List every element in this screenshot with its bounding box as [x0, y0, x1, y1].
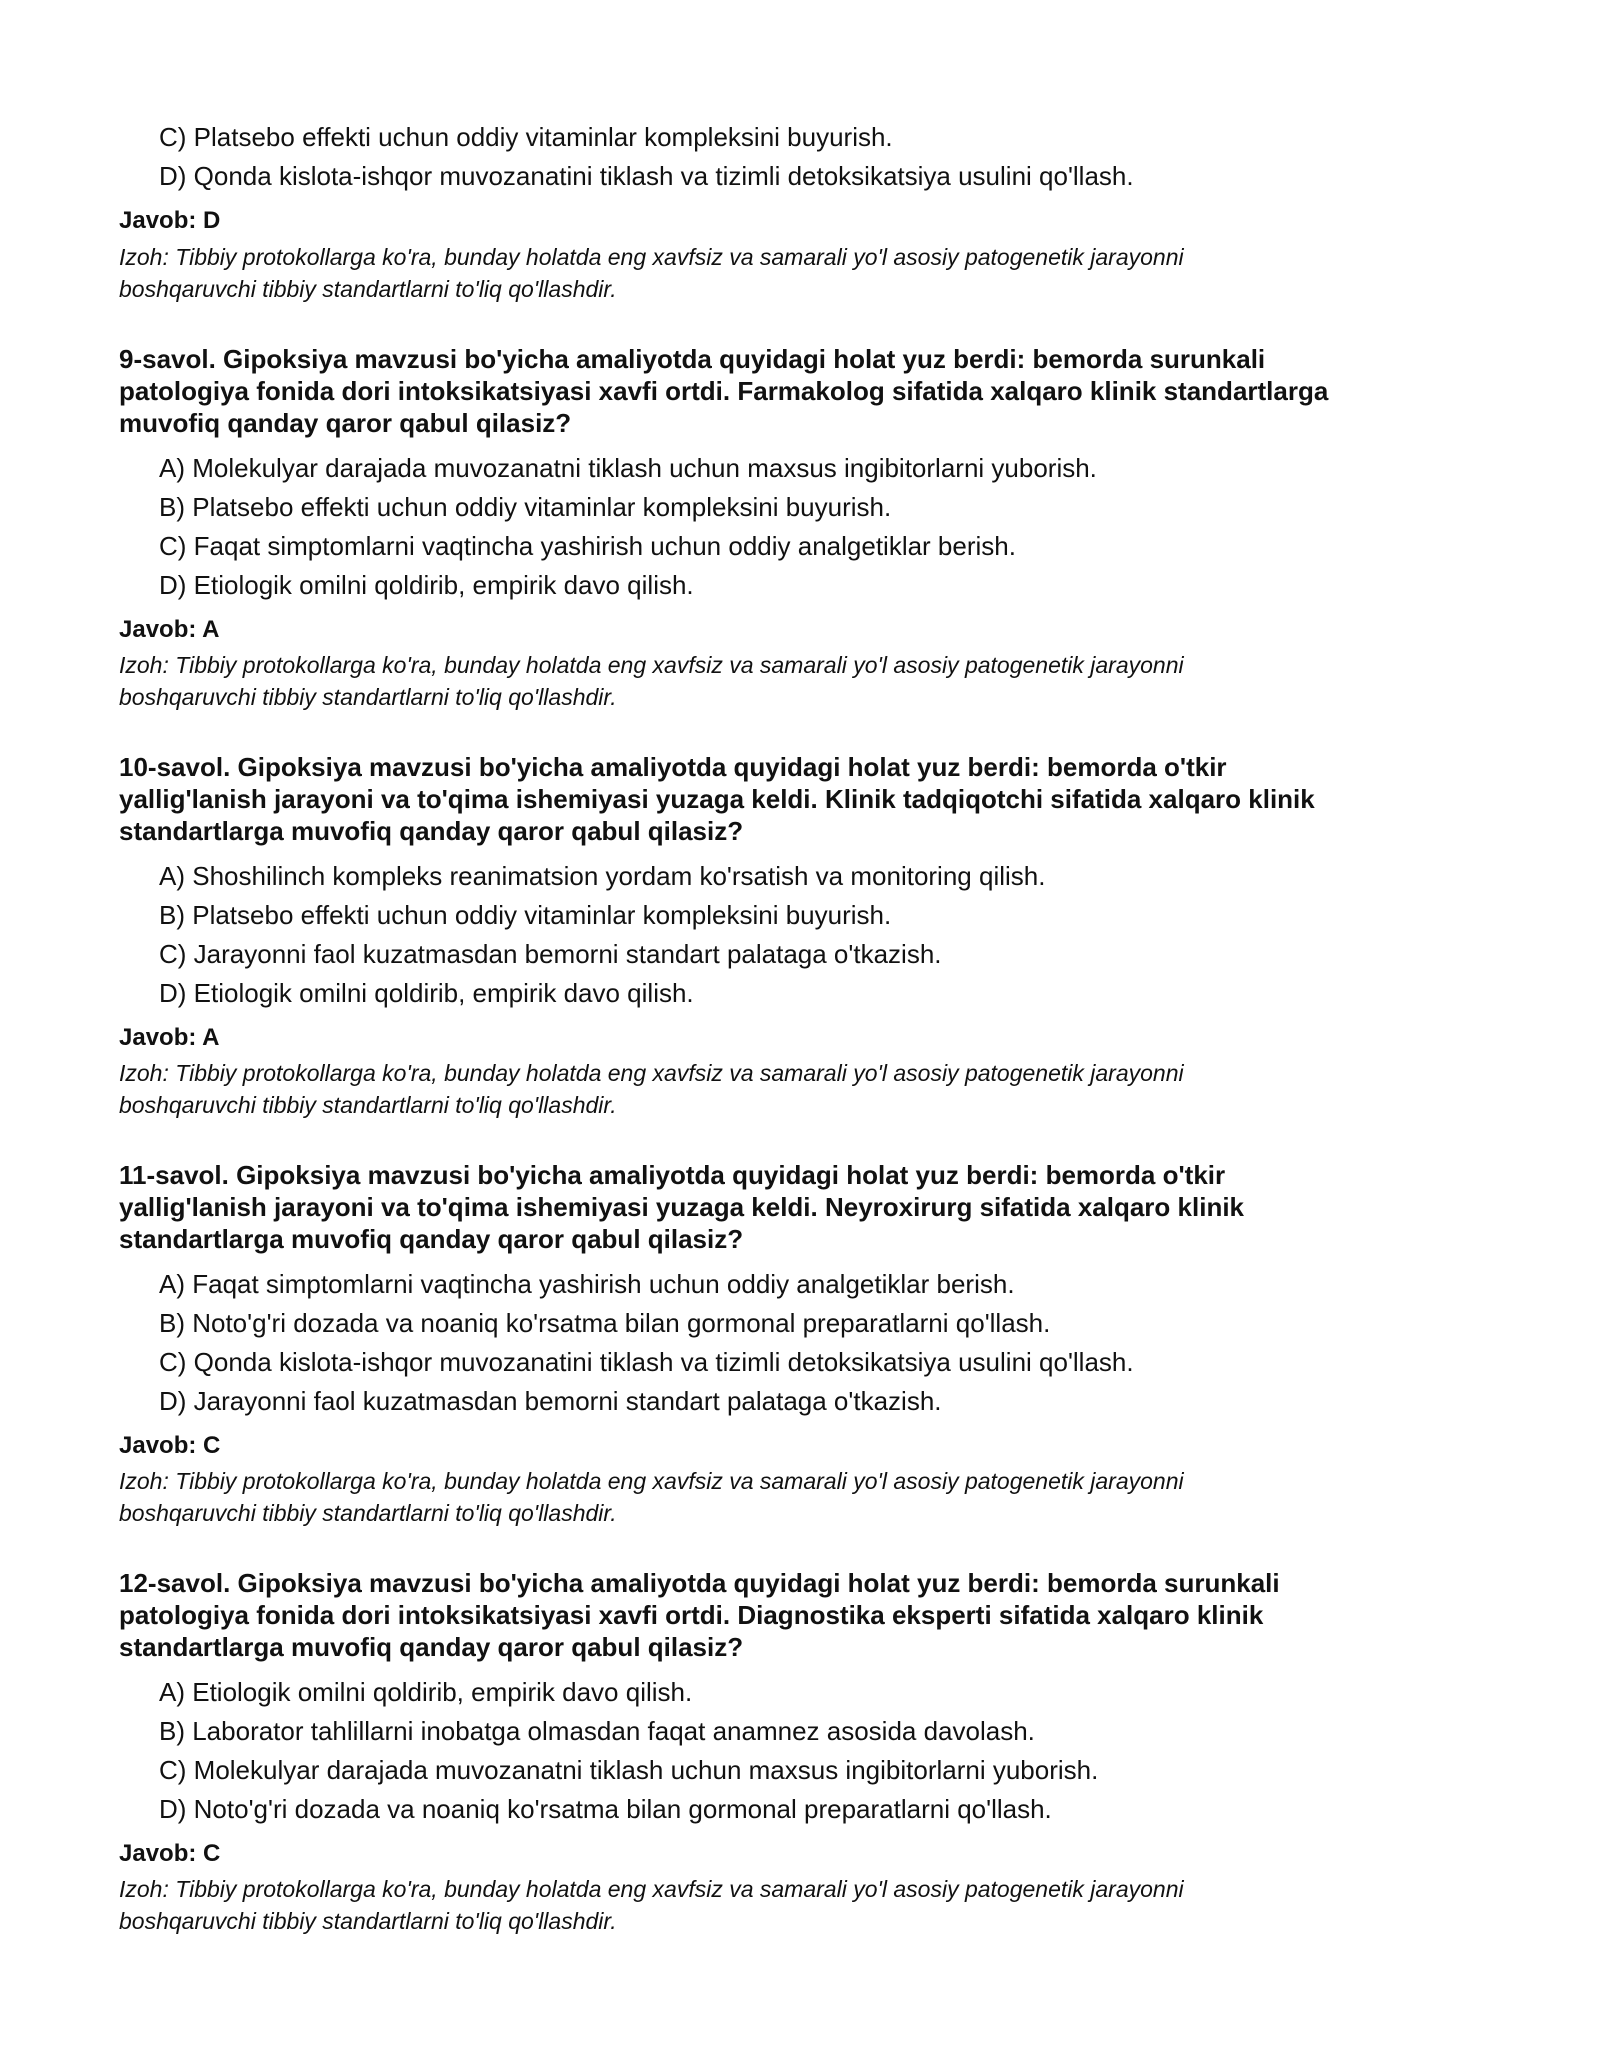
- option-c: C) Faqat simptomlarni vaqtincha yashirish uchun oddiy analgetiklar berish.: [159, 531, 1016, 561]
- note-line: Izoh: Tibbiy protokollarga ko'ra, bunday holatda eng xavfsiz va samarali yo'l asosiy patogenetik jarayonni: [119, 652, 1184, 678]
- option-a: A) Shoshilinch kompleks reanimatsion yordam ko'rsatish va monitoring qilish.: [159, 861, 1046, 891]
- option-c: C) Jarayonni faol kuzatmasdan bemorni standart palataga o'tkazish.: [159, 939, 942, 969]
- option-d: D) Noto'g'ri dozada va noaniq ko'rsatma bilan gormonal preparatlarni qo'llash.: [159, 1794, 1052, 1824]
- option-d: D) Jarayonni faol kuzatmasdan bemorni standart palataga o'tkazish.: [159, 1386, 942, 1416]
- note-line: Izoh: Tibbiy protokollarga ko'ra, bunday holatda eng xavfsiz va samarali yo'l asosiy patogenetik jarayonni: [119, 244, 1184, 270]
- question-line: yallig'lanish jarayoni va to'qima ishemiyasi yuzaga keldi. Klinik tadqiqotchi sifatida xalqaro klinik: [119, 784, 1315, 814]
- option-b: B) Laborator tahlillarni inobatga olmasdan faqat anamnez asosida davolash.: [159, 1716, 1035, 1746]
- explanation-note: [119, 649, 1519, 713]
- explanation-note: [119, 1465, 1519, 1529]
- option-c: C) Molekulyar darajada muvozanatni tiklash uchun maxsus ingibitorlarni yuborish.: [159, 1755, 1099, 1785]
- option-a: A) Molekulyar darajada muvozanatni tiklash uchun maxsus ingibitorlarni yuborish.: [159, 453, 1097, 483]
- option-a: A) Faqat simptomlarni vaqtincha yashirish uchun oddiy analgetiklar berish.: [159, 1269, 1015, 1299]
- explanation-note: [119, 241, 1519, 305]
- question-line: standartlarga muvofiq qanday qaror qabul qilasiz?: [119, 1632, 744, 1662]
- question-line: 10-savol. Gipoksiya mavzusi bo'yicha amaliyotda quyidagi holat yuz berdi: bemorda o'tkir: [119, 752, 1227, 782]
- question-line: patologiya fonida dori intoksikatsiyasi xavfi ortdi. Diagnostika eksperti sifatida xalqaro klinik: [119, 1600, 1264, 1630]
- question-10-text: [119, 751, 1519, 847]
- question-line: patologiya fonida dori intoksikatsiyasi xavfi ortdi. Farmakolog sifatida xalqaro klinik standartlarga: [119, 376, 1329, 406]
- question-line: standartlarga muvofiq qanday qaror qabul qilasiz?: [119, 1224, 744, 1254]
- note-line: boshqaruvchi tibbiy standartlarni to'liq qo'llashdir.: [119, 1092, 617, 1118]
- option-a: A) Etiologik omilni qoldirib, empirik davo qilish.: [159, 1677, 693, 1707]
- explanation-note: [119, 1873, 1519, 1937]
- question-line: standartlarga muvofiq qanday qaror qabul qilasiz?: [119, 816, 744, 846]
- note-line: boshqaruvchi tibbiy standartlarni to'liq qo'llashdir.: [119, 276, 617, 302]
- note-line: boshqaruvchi tibbiy standartlarni to'liq qo'llashdir.: [119, 684, 617, 710]
- note-line: boshqaruvchi tibbiy standartlarni to'liq qo'llashdir.: [119, 1908, 617, 1934]
- option-d: D) Etiologik omilni qoldirib, empirik davo qilish.: [159, 978, 694, 1008]
- note-line: Izoh: Tibbiy protokollarga ko'ra, bunday holatda eng xavfsiz va samarali yo'l asosiy patogenetik jarayonni: [119, 1468, 1184, 1494]
- answer-label: Javob: C: [119, 1432, 221, 1459]
- answer-label: Javob: A: [119, 1024, 220, 1051]
- answer-label: Javob: D: [119, 207, 221, 234]
- question-11-text: [119, 1159, 1519, 1255]
- option-d: D) Qonda kislota-ishqor muvozanatini tiklash va tizimli detoksikatsiya usulini qo'llash.: [159, 161, 1134, 191]
- answer-label: Javob: A: [119, 616, 220, 643]
- option-c: C) Platsebo effekti uchun oddiy vitaminlar kompleksini buyurish.: [159, 122, 893, 152]
- note-line: boshqaruvchi tibbiy standartlarni to'liq qo'llashdir.: [119, 1500, 617, 1526]
- note-line: Izoh: Tibbiy protokollarga ko'ra, bunday holatda eng xavfsiz va samarali yo'l asosiy patogenetik jarayonni: [119, 1060, 1184, 1086]
- question-line: yallig'lanish jarayoni va to'qima ishemiyasi yuzaga keldi. Neyroxirurg sifatida xalqaro klinik: [119, 1192, 1245, 1222]
- question-9-text: [119, 343, 1519, 439]
- option-b: B) Noto'g'ri dozada va noaniq ko'rsatma bilan gormonal preparatlarni qo'llash.: [159, 1308, 1051, 1338]
- question-line: 12-savol. Gipoksiya mavzusi bo'yicha amaliyotda quyidagi holat yuz berdi: bemorda surunkali: [119, 1568, 1280, 1598]
- question-12-text: [119, 1567, 1519, 1663]
- question-line: 11-savol. Gipoksiya mavzusi bo'yicha amaliyotda quyidagi holat yuz berdi: bemorda o'tkir: [119, 1160, 1226, 1190]
- option-c: C) Qonda kislota-ishqor muvozanatini tiklash va tizimli detoksikatsiya usulini qo'llash.: [159, 1347, 1134, 1377]
- option-b: B) Platsebo effekti uchun oddiy vitaminlar kompleksini buyurish.: [159, 492, 892, 522]
- answer-label: Javob: C: [119, 1840, 221, 1867]
- question-line: 9-savol. Gipoksiya mavzusi bo'yicha amaliyotda quyidagi holat yuz berdi: bemorda surunkali: [119, 344, 1266, 374]
- note-line: Izoh: Tibbiy protokollarga ko'ra, bunday holatda eng xavfsiz va samarali yo'l asosiy patogenetik jarayonni: [119, 1876, 1184, 1902]
- question-line: muvofiq qanday qaror qabul qilasiz?: [119, 408, 572, 438]
- option-b: B) Platsebo effekti uchun oddiy vitaminlar kompleksini buyurish.: [159, 900, 892, 930]
- explanation-note: [119, 1057, 1519, 1121]
- option-d: D) Etiologik omilni qoldirib, empirik davo qilish.: [159, 570, 694, 600]
